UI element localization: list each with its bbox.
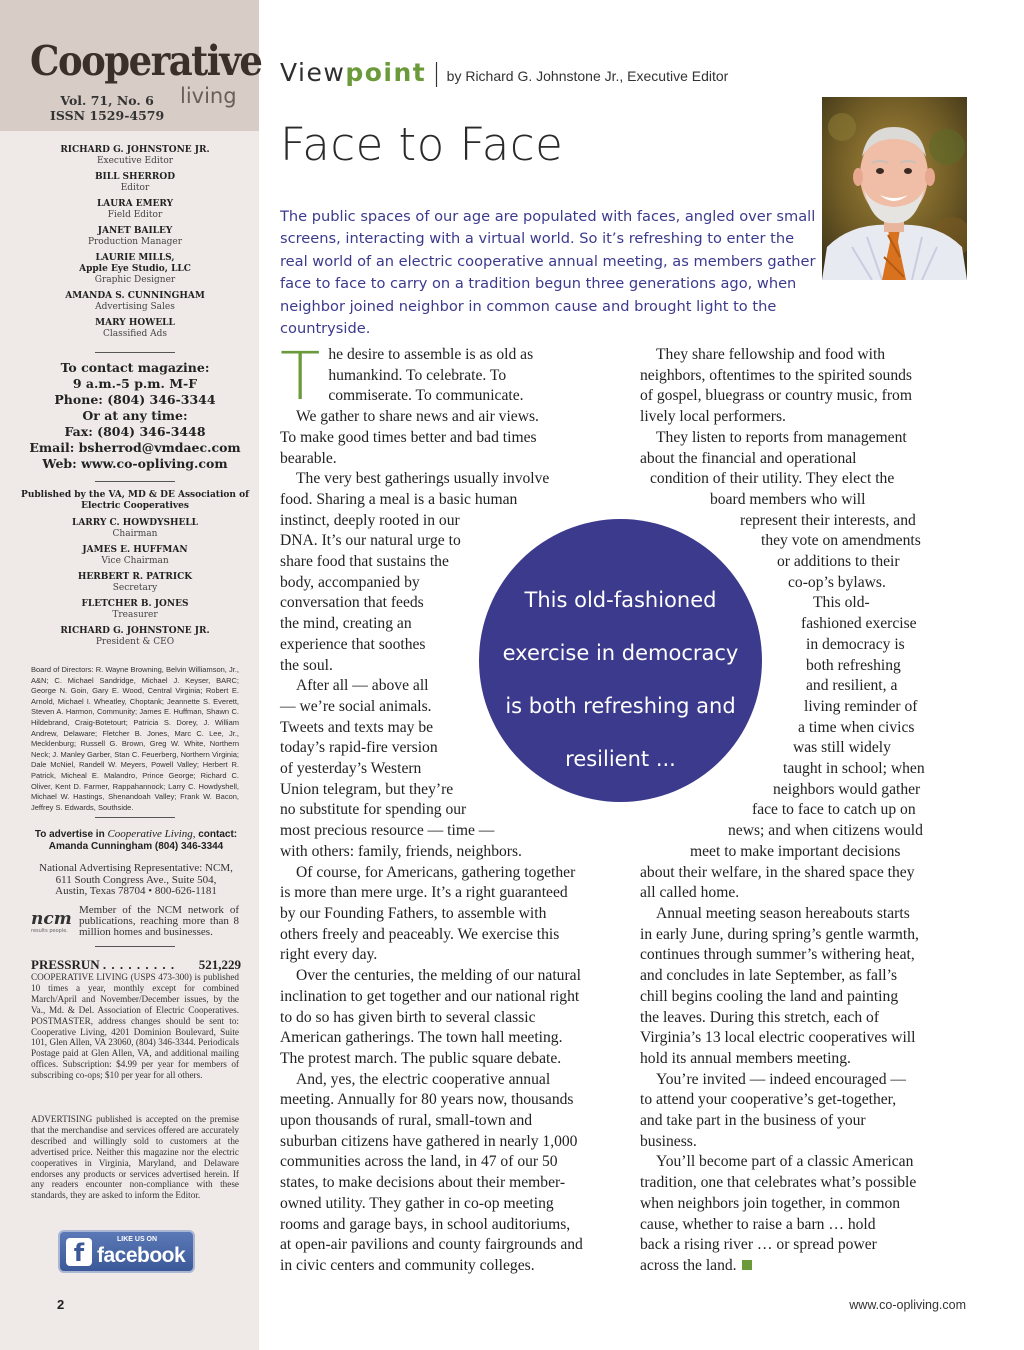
footer-url[interactable]: www.co-opliving.com [849,1298,966,1312]
body-line: They listen to reports from management [656,428,907,446]
staff-entry [20,199,250,221]
body-line: tradition, one that celebrates what’s possible [640,1174,917,1192]
staff-entry [20,318,250,340]
body-line: They share fellowship and food with [656,346,886,363]
ncm-logo: ncm [31,909,72,929]
body-line: To make good times better and bad times [280,428,537,446]
staff-role: Field Editor [107,210,163,220]
officer-name: HERBERT R. PATRICK [77,572,193,582]
association-info [20,490,250,653]
staff-role: Executive Editor [96,156,174,166]
body-line: conversation that feeds [280,594,424,612]
dropcap: T [280,338,321,415]
facebook-button[interactable] [58,1230,195,1273]
staff-name: AMANDA S. CUNNINGHAM [65,291,205,301]
body-line: states, to make decisions about their member- [280,1174,566,1192]
body-line: This old- [813,594,870,612]
staff-name: MARY HOWELL [95,318,175,328]
body-line: no substitute for spending our [280,801,467,819]
masthead-header [0,0,262,131]
body-line: humankind. To celebrate. To [328,366,507,384]
column-header [280,58,728,87]
body-line: with others: family, friends, neighbors. [280,842,522,860]
body-line: Of course, for Americans, gathering together [296,863,576,881]
officer-entry [20,518,250,540]
body-line: business. [640,1132,697,1150]
body-line: continues through summer’s withering heat, [640,946,915,964]
natrep-line: National Advertising Representative: NCM, [39,862,233,874]
pressrun-dots: . . . . . . . . . [102,957,176,972]
staff-name: RICHARD G. JOHNSTONE JR. [60,145,210,155]
ncm-text: Member of the NCM network of publications, reaching more than 8 million homes and businesses. [79,904,239,938]
body-line: commiserate. To communicate. [328,387,524,405]
officer-role: President & CEO [95,637,175,647]
officer-role: Vice Chairman [101,556,169,566]
board-of-directors: Board of Directors: R. Wayne Browning, Belvin Williamson, Jr., A&N; C. Michael Sandridge, Michael J. Keyser, BARC; George N. Goin, Gary E. Wood, Central Virginia; Robert E. Arnold, Michael I. Wheatley, Choptank; Jeannette S. Everett, Steven A. Harmon, Community; James E. Huffman, Shawn C. Hildebrand, Craig-Botetourt; Patricia S. Dorey, J. William Andrew, Delaware; Fletcher B. Jones, Marc C. Lee, Jr., Mecklenburg; Russell G. Brown, Greg W. White, Northern Neck; J. Manley Garber, Stan C. Feuerberg, Northern Virginia; Dale McNiel, Randell W. Meyers, Powell Valley; Herbert R. Patrick, Micheal E. Malandro, Prince George; Richard C. Oliver, Kent D. Farmer, Rappahannock; Larry C. Howdyshell, Michael W. Hastings, Shenandoah Valley; Frank W. Bacon, Jeffrey S. Edwards, Southside. [31,665,239,812]
body-line: Annual meeting season hereabouts starts [656,904,910,922]
body-line: — we’re social animals. [280,697,432,715]
body-line: cause, whether to raise a barn … hold [640,1215,876,1233]
body-line: when neighbors join together, in common [640,1194,901,1212]
staff-entry [20,172,250,194]
body-line: the leaves. During this stretch, each of [640,1008,880,1026]
body-line: Tweets and texts may be [280,718,434,736]
body-line: today’s rapid-fire version [280,739,438,757]
body-line: in democracy is [806,635,905,653]
body-line: lively local performers. [640,408,786,426]
ncm-logo-tagline: results people. [31,928,68,934]
body-line: represent their interests, and [740,511,916,529]
staff-company: Apple Eye Studio, LLC [79,264,191,274]
divider [95,481,175,482]
body-line: American gatherings. The town hall meeting. [280,1029,563,1047]
advertise-suffix: contact: [195,829,238,840]
body-line: The very best gatherings usually involve [296,470,550,488]
national-rep [31,863,241,898]
staff-name: LAURIE MILLS, [95,253,175,263]
officer-name: JAMES E. HUFFMAN [82,545,188,555]
advertise-contact-name: Amanda Cunningham (804) 346-3344 [48,841,224,852]
officer-entry [20,545,250,567]
contact-email[interactable]: Email: bsherrod@vmdaec.com [29,440,241,455]
staff-name: JANET BAILEY [97,226,173,236]
advertising-policy: ADVERTISING published is accepted on the premise that the merchandise and services offered are accurately described and willingly sold to customers at the advertised price. Neither this magazine nor the electric cooperatives in Virginia, Maryland, and Delaware endorses any products or services advertised herein. If any readers encounter non-compliance with these standards, they are asked to inform the Editor. [31,1114,239,1201]
officer-entry [20,626,250,648]
body-line: We gather to share news and air views. [296,408,539,426]
pressrun-value: 521,229 [198,957,241,972]
divider [95,352,175,353]
body-line: owned utility. They gather in co-op meeting [280,1194,554,1212]
article-deck: The public spaces of our age are populated with faces, angled over small screens, interacting with a virtual world. So it’s refreshing to enter the real world of an electric cooperative annual meeting, as members gather face to face to carry on a tradition begun three generations ago, when neighbor joined neighbor in common cause and brought light to the countryside. [280,208,816,338]
officer-name: RICHARD G. JOHNSTONE JR. [60,626,210,636]
contact-or: Or at any time: [82,408,188,423]
divider [95,946,175,947]
body-line: all called home. [640,884,740,902]
body-line: news; and when citizens would [728,822,923,840]
officer-role: Treasurer [112,610,158,620]
body-line: condition of their utility. They elect the [650,470,895,488]
staff-entry [20,145,250,167]
body-line: others freely and peaceably. We exercise this [280,925,560,943]
pullquote-line: is both refreshing and [505,694,736,718]
facebook-wordmark: facebook [97,1244,186,1267]
officer-name: FLETCHER B. JONES [81,599,189,609]
officer-role: Secretary [112,583,158,593]
advertise-prefix: To advertise in [34,829,108,840]
body-line: he desire to assemble is as old as [328,346,534,363]
viewpoint-point: point [345,58,427,87]
body-line: taught in school; when [783,760,925,778]
staff-role: Advertising Sales [95,302,175,312]
body-line: instinct, deeply rooted in our [280,511,460,529]
body-line: upon thousands of rural, small-town and [280,1112,533,1130]
body-line: hold its annual members meeting. [640,1049,851,1067]
body-line: food. Sharing a meal is a basic human [280,490,518,508]
body-line: most precious resource — time — [280,822,495,840]
body-line: living reminder of [804,697,918,715]
staff-role: Graphic Designer [94,275,176,285]
body-line: in early June, during spring’s gentle warmth, [640,925,919,943]
issn: ISSN 1529-4579 [50,108,165,123]
staff-name: BILL SHERROD [94,172,176,182]
body-line: face to face to catch up on [752,801,916,819]
volume-number: Vol. 71, No. 6 [60,93,154,108]
facebook-icon: f [66,1238,92,1266]
body-line: was still widely [793,739,891,757]
body-line: they vote on amendments [761,532,921,550]
body-line-text: across the land. [640,1256,737,1274]
natrep-line: Austin, Texas 78704 • 800-626-1181 [55,885,217,897]
officer-role: Chairman [112,529,158,539]
article-title: Face to Face [280,118,564,171]
contact-phone: Phone: (804) 346-3344 [54,392,216,407]
body-line: in civic centers and community colleges. [280,1256,535,1274]
pullquote-circle [479,519,762,802]
body-line: the soul. [280,656,333,674]
body-line: You’re invited — indeed encouraged — [656,1070,907,1088]
divider [95,817,175,818]
body-line: both refreshing [806,656,901,674]
magazine-logo-sub: living [180,84,237,108]
body-line: by our Founding Fathers, to assemble with [280,904,547,922]
article-column-1 [280,338,610,1277]
article-column-2 [640,345,940,1277]
publication-info: COOPERATIVE LIVING (USPS 473-300) is published 10 times a year, monthly except for combined March/April and November/December issues, by the Va., Md. & Del. Association of Electric Cooperatives. POSTMASTER, address changes should be sent to: Cooperative Living, 4201 Dominion Boulevard, Suite 101, Glen Allen, VA 23060, (804) 346-3344. Periodicals Postage paid at Glen Allen, VA, and additional mailing offices. Subscription: $4.99 per year for members of subscribing co-ops; $10 per year for all others. [31,972,239,1081]
contact-info [20,360,250,472]
body-line-last [640,1256,940,1277]
body-line: back a rising river … or spread power [640,1236,877,1254]
body-line: and take part in the business of your [640,1112,866,1130]
pullquote-line: exercise in democracy [502,641,739,665]
staff-name: LAURA EMERY [96,199,174,209]
body-line: at open-air pavilions and county fairgrounds and [280,1236,583,1254]
viewpoint-view: View [280,58,346,87]
body-line: Virginia’s 13 local electric cooperatives will [640,1029,916,1047]
body-line: The protest march. The public square debate. [280,1049,562,1067]
body-line: about their welfare, in the shared space they [640,863,915,881]
body-line: meeting. Annually for 80 years now, thousands [280,1091,574,1109]
body-line: to do so has given birth to several classic [280,1008,536,1026]
staff-entry [20,226,250,248]
body-line: Union telegram, but they’re [280,780,454,798]
body-line: to attend your cooperative’s get-together, [640,1091,897,1109]
body-line: or additions to their [777,553,900,571]
association-heading: Published by the VA, MD & DE Association of Electric Cooperatives [21,490,249,511]
body-line: After all — above all [296,677,429,695]
body-line: And, yes, the electric cooperative annual [296,1070,551,1088]
natrep-line: 611 South Congress Ave., Suite 504, [55,873,217,886]
staff-role: Production Manager [87,237,183,247]
body-line: Over the centuries, the melding of our natural [296,967,581,985]
body-line: right every day. [280,946,378,964]
body-line: board members who will [710,490,866,508]
header-separator: | [432,58,441,87]
contact-heading: To contact magazine: [60,360,210,375]
body-line: of yesterday’s Western [280,760,422,778]
contact-hours: 9 a.m.-5 p.m. M-F [72,376,198,391]
author-portrait-image [822,97,967,280]
body-line: and concludes in late September, as fall’s [640,967,898,985]
byline: by Richard G. Johnstone Jr., Executive Editor [446,68,729,84]
staff-role: Classified Ads [102,329,168,339]
body-line: about the financial and operational [640,449,857,467]
contact-fax: Fax: (804) 346-3448 [64,424,206,439]
pullquote-line: resilient ... [565,747,676,771]
body-line: co-op’s bylaws. [788,573,886,591]
body-line: inclination to get together and our national right [280,987,580,1005]
body-line: experience that soothes [280,635,426,653]
body-line: share food that sustains the [280,553,449,571]
body-line: body, accompanied by [280,573,420,591]
facebook-like-label: LIKE US ON [117,1236,158,1243]
body-line: neighbors, oftentimes to the spirited sounds [640,366,912,384]
page-number: 2 [57,1297,65,1312]
advertise-magazine: Cooperative Living, [107,828,196,840]
staff-list [20,145,250,345]
body-line: communities across the land, in 47 of our 50 [280,1153,558,1171]
body-line: neighbors would gather [773,780,921,798]
body-line: of gospel, bluegrass or country music, from [640,387,912,405]
body-line: meet to make important decisions [690,842,901,860]
body-line: fashioned exercise [801,615,917,633]
body-line: is more than mere urge. It’s a right guaranteed [280,884,568,902]
advertise-contact [31,828,241,853]
officer-entry [20,599,250,621]
author-photo [822,97,967,280]
volume-info [50,93,164,123]
pressrun-label: PRESSRUN [31,957,100,972]
magazine-logo: Cooperative [30,36,262,86]
staff-role: Editor [120,183,150,193]
body-line: the mind, creating an [280,615,412,633]
pullquote-line: This old-fashioned [524,588,717,612]
body-line: chill begins cooling the land and painting [640,987,899,1005]
body-line: bearable. [280,449,337,467]
end-mark-icon [742,1260,752,1270]
body-line: a time when civics [798,718,915,736]
masthead-sidebar [0,0,262,1350]
staff-entry [20,253,250,286]
pullquote [479,574,762,786]
body-line: rooms and garage bays, in school auditoriums, [280,1215,571,1233]
body-line: DNA. It’s our natural urge to [280,532,461,550]
staff-entry [20,291,250,313]
body-line: You’ll become part of a classic American [656,1153,914,1171]
body-line: and resilient, a [806,677,898,695]
body-line: suburban citizens have gathered in nearly 1,000 [280,1132,578,1150]
officer-entry [20,572,250,594]
contact-web[interactable]: Web: www.co-opliving.com [42,456,228,471]
pressrun [31,958,241,972]
officer-name: LARRY C. HOWDYSHELL [71,518,199,528]
